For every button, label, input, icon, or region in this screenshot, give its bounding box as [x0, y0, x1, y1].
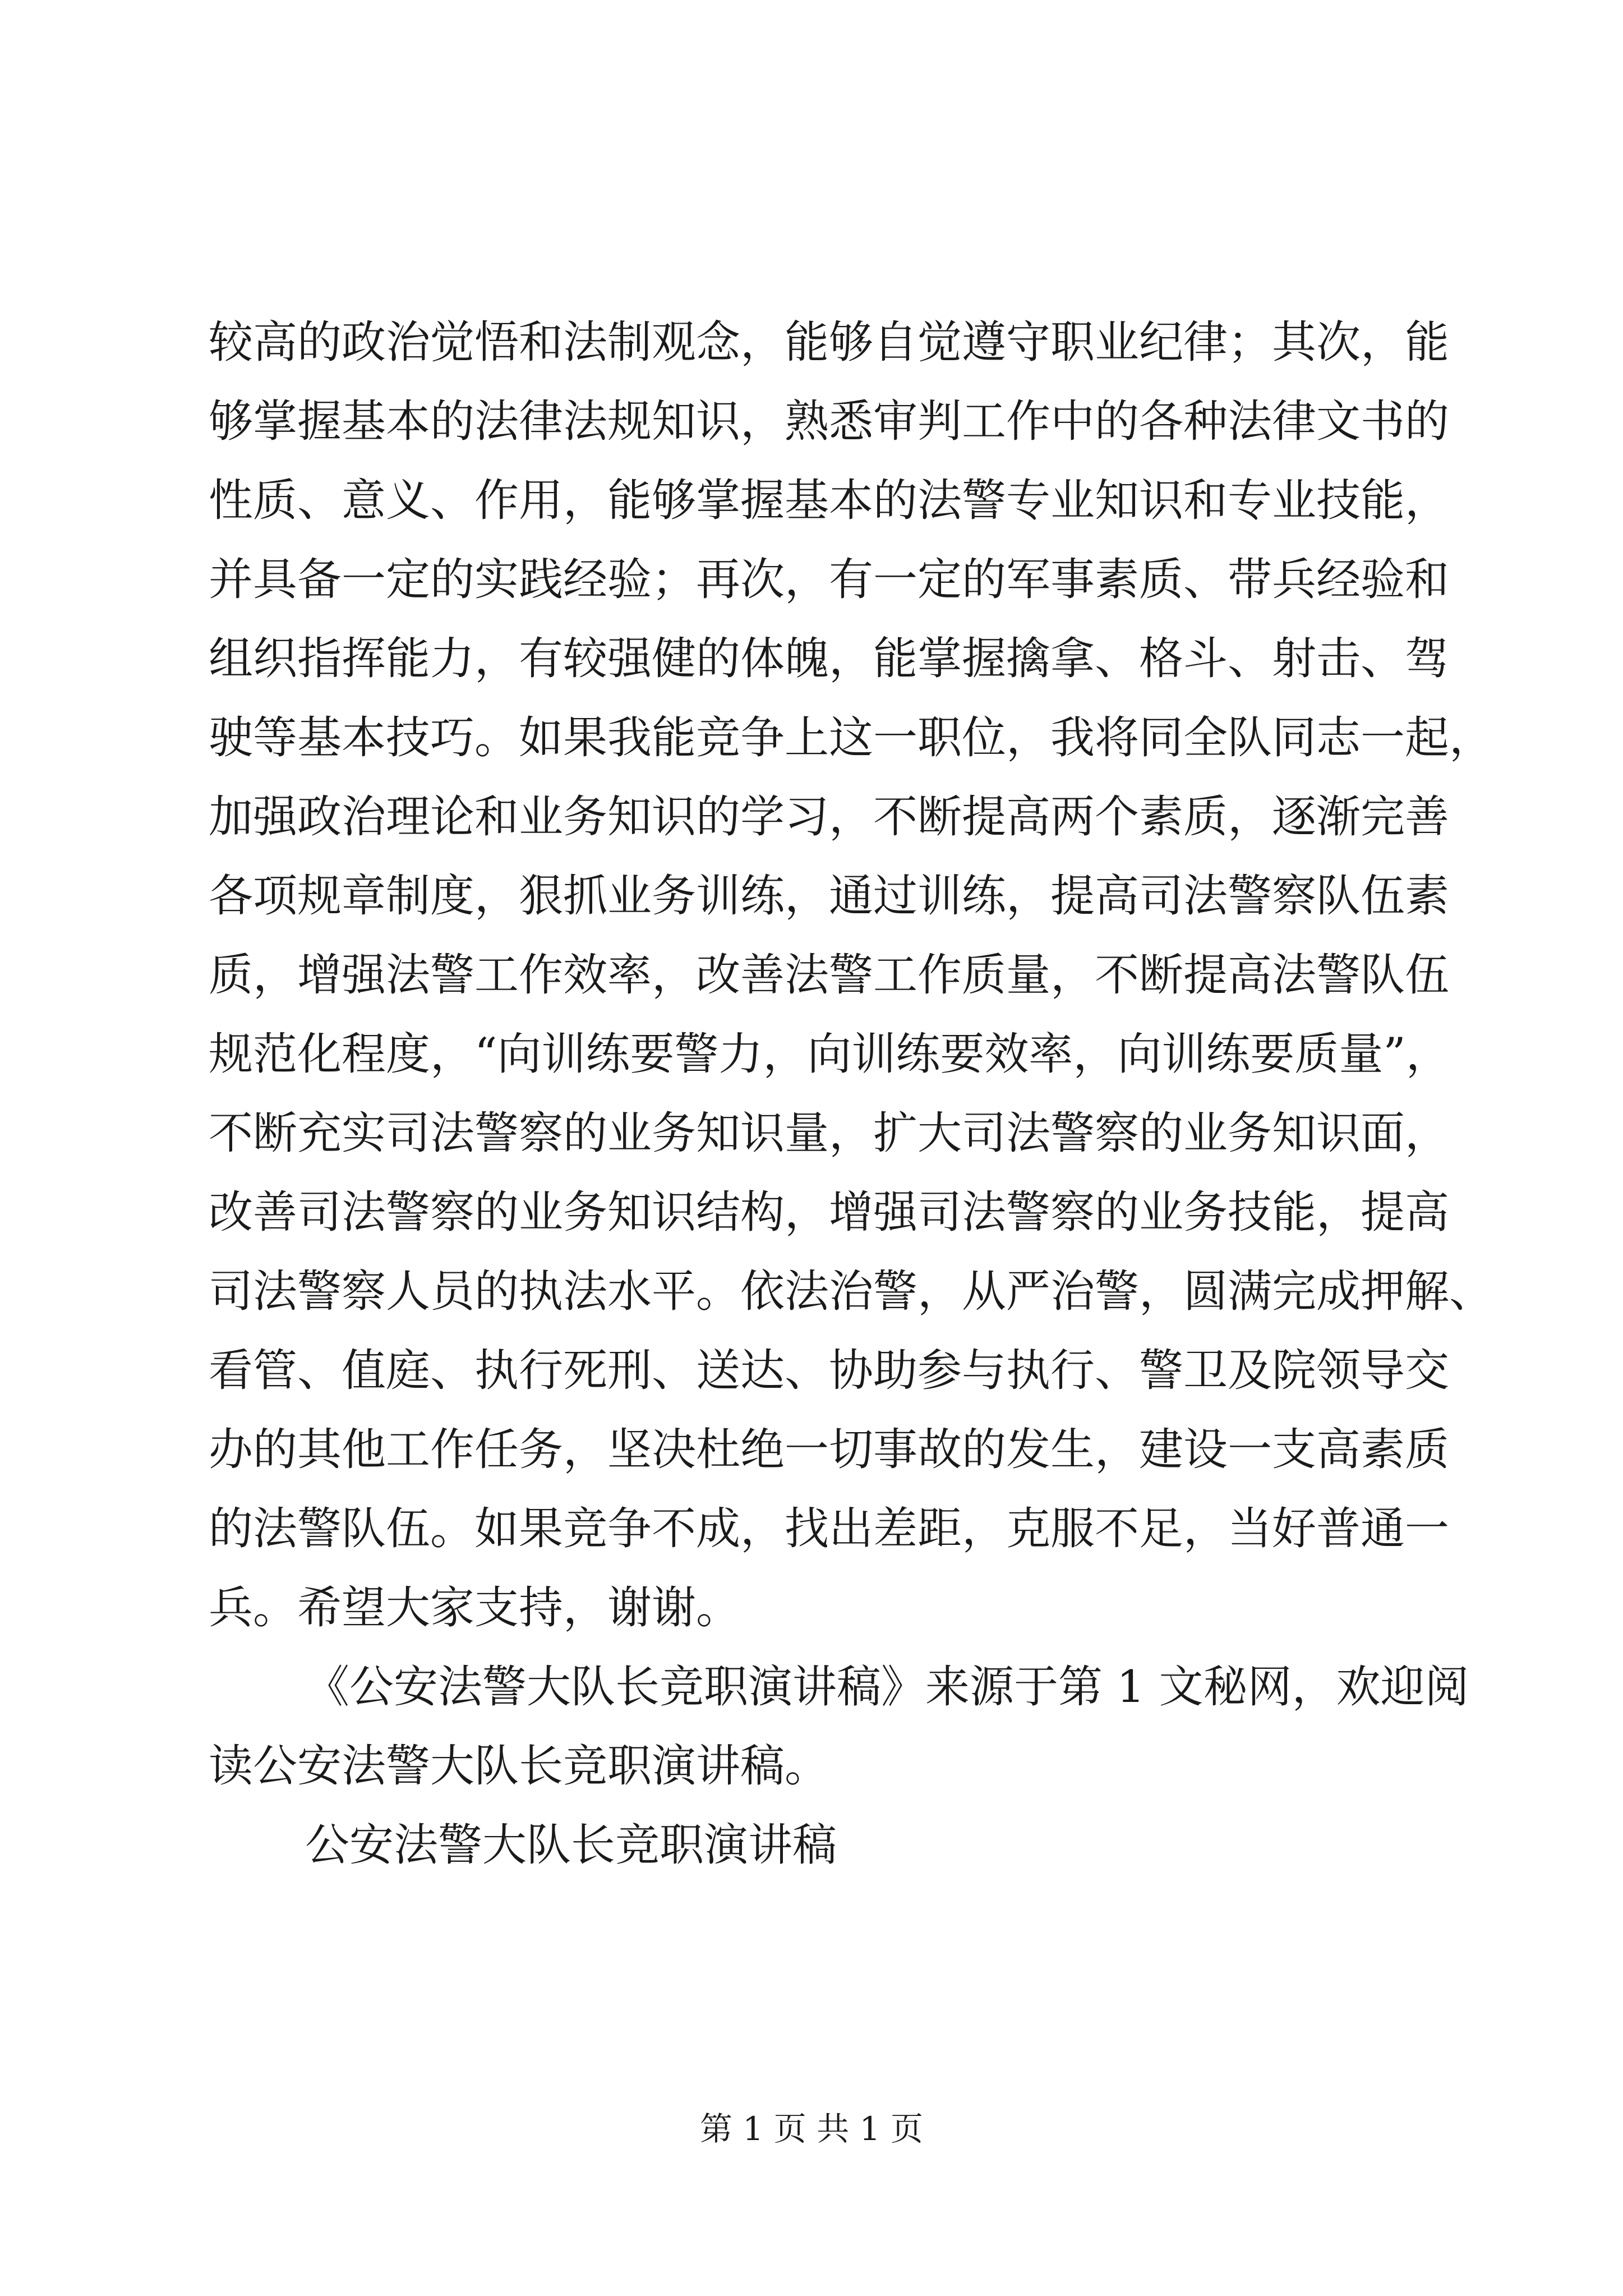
document-body — [209, 303, 1493, 1885]
text-line: 质，增强法警工作效率，改善法警工作质量，不断提高法警队伍 — [209, 949, 1449, 1001]
text-line: 够掌握基本的法律法规知识，熟悉审判工作中的各种法律文书的 — [209, 395, 1449, 447]
text-line: 并具备一定的实践经验；再次，有一定的军事素质、带兵经验和 — [209, 554, 1449, 605]
text-line: 办的其他工作任务，坚决杜绝一切事故的发生，建设一支高素质 — [209, 1424, 1449, 1475]
text-line: 驶等基本技巧。如果我能竞争上这一职位，我将同全队同志一起， — [209, 712, 1493, 763]
text-line: 组织指挥能力，有较强健的体魄，能掌握擒拿、格斗、射击、驾 — [209, 633, 1449, 684]
text-line: 司法警察人员的执法水平。依法治警，从严治警，圆满完成押解、 — [209, 1266, 1493, 1317]
text-line: 性质、意义、作用，能够掌握基本的法警专业知识和专业技能， — [209, 475, 1449, 526]
text-line: 不断充实司法警察的业务知识量，扩大司法警察的业务知识面， — [209, 1107, 1449, 1159]
text-line: 各项规章制度，狠抓业务训练，通过训练，提高司法警察队伍素 — [209, 870, 1449, 922]
text-line: 改善司法警察的业务知识结构，增强司法警察的业务技能，提高 — [209, 1186, 1449, 1238]
text-line: 较高的政治觉悟和法制观念，能够自觉遵守职业纪律；其次，能 — [209, 316, 1449, 368]
text-line: 读公安法警大队长竞职演讲稿。 — [209, 1740, 829, 1792]
paragraph-source-note — [209, 1648, 1469, 1806]
text-line: 的法警队伍。如果竞争不成，找出差距，克服不足，当好普通一 — [209, 1503, 1449, 1554]
text-line: 兵。希望大家支持，谢谢。 — [209, 1582, 740, 1634]
text-line: 看管、值庭、执行死刑、送达、协助参与执行、警卫及院领导交 — [209, 1345, 1449, 1396]
text-line: 加强政治理论和业务知识的学习，不断提高两个素质，逐渐完善 — [209, 791, 1449, 843]
paragraph-speech-body — [209, 303, 1493, 1648]
text-line: 规范化程度，“向训练要警力，向训练要效率，向训练要质量”， — [209, 1028, 1450, 1080]
section-heading — [209, 1806, 1414, 1885]
heading-text: 公安法警大队长竞职演讲稿 — [305, 1819, 837, 1871]
page-footer — [0, 2109, 1623, 2148]
page-number: 第 1 页 共 1 页 — [700, 2110, 923, 2148]
text-line: 《公安法警大队长竞职演讲稿》来源于第 1 文秘网，欢迎阅 — [305, 1661, 1469, 1713]
